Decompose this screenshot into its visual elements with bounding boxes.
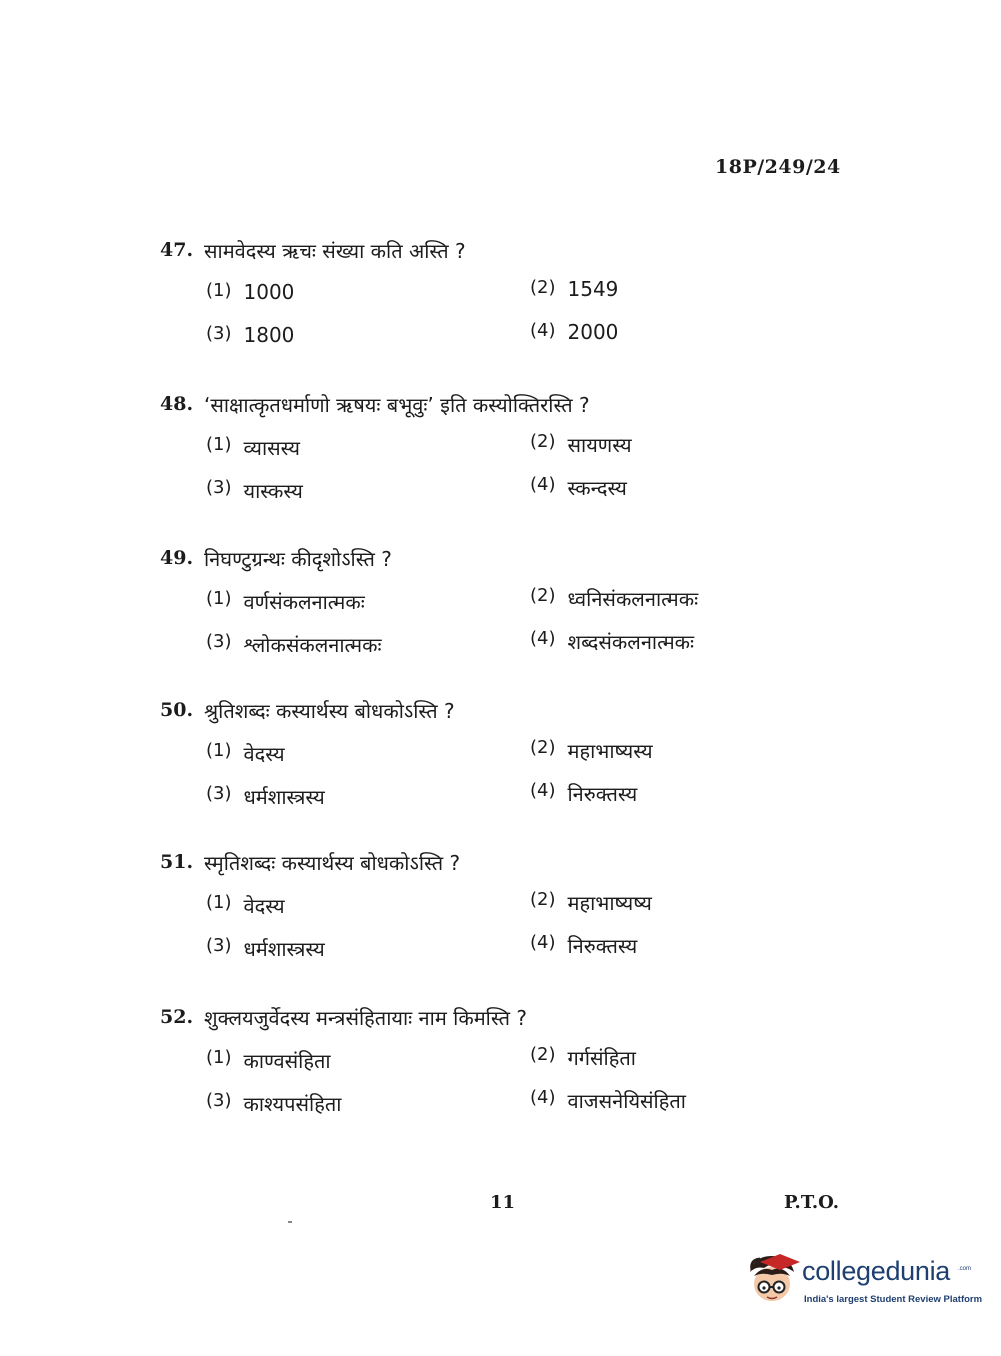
option-text: वेदस्य	[243, 742, 285, 766]
option-number: (3)	[206, 935, 232, 956]
option-number: (2)	[530, 277, 556, 298]
option-2	[530, 585, 698, 612]
question-number: 50.	[160, 699, 194, 721]
collegedunia-watermark	[742, 1250, 983, 1312]
option-number: (4)	[530, 932, 556, 953]
option-text: 1549	[567, 277, 619, 301]
option-3	[206, 783, 325, 810]
question-text: ‘साक्षात्कृतधर्माणो ऋषयः बभूवुः’ इति कस्योक्तिरस्ति ?	[204, 392, 590, 417]
option-number: (4)	[530, 628, 556, 649]
brand-tagline: India's largest Student Review Platform	[804, 1294, 983, 1305]
option-number: (4)	[530, 780, 556, 801]
option-text: काश्यपसंहिता	[243, 1092, 342, 1116]
option-1	[206, 588, 365, 615]
options-list	[160, 726, 880, 814]
options-list	[160, 574, 880, 662]
question-49	[160, 542, 880, 662]
option-3	[206, 323, 294, 347]
question-number: 48.	[160, 393, 194, 415]
options-list	[160, 266, 880, 354]
option-text: धर्मशास्त्रस्य	[243, 785, 325, 809]
option-number: (1)	[206, 1047, 232, 1068]
page-number: 11	[490, 1192, 516, 1213]
option-2	[530, 889, 652, 916]
option-text: गर्गसंहिता	[567, 1046, 636, 1070]
option-text: सायणस्य	[567, 433, 632, 457]
question-47	[160, 234, 880, 354]
option-1	[206, 280, 294, 304]
option-text: वाजसनेयिसंहिता	[567, 1089, 686, 1113]
question-51	[160, 846, 880, 966]
brand-name: collegedunia	[802, 1256, 951, 1286]
question-number: 47.	[160, 239, 194, 261]
option-2	[530, 277, 618, 301]
option-text: निरुक्तस्य	[567, 934, 638, 958]
option-text: वर्णसंकलनात्मकः	[243, 590, 365, 614]
option-text: 1000	[243, 280, 295, 304]
option-number: (2)	[530, 889, 556, 910]
option-text: श्लोकसंकलनात्मकः	[243, 633, 382, 657]
option-text: ध्वनिसंकलनात्मकः	[567, 587, 699, 611]
option-number: (1)	[206, 892, 232, 913]
option-number: (3)	[206, 783, 232, 804]
option-text: काण्वसंहिता	[243, 1049, 331, 1073]
option-number: (1)	[206, 588, 232, 609]
brand-domain: .com	[958, 1266, 972, 1272]
option-number: (1)	[206, 434, 232, 455]
option-number: (2)	[530, 1044, 556, 1065]
option-2	[530, 431, 632, 458]
option-4	[530, 1087, 686, 1114]
scan-speck	[288, 1221, 292, 1223]
question-text: श्रुतिशब्दः कस्यार्थस्य बोधकोऽस्ति ?	[204, 698, 455, 723]
option-text: शब्दसंकलनात्मकः	[567, 630, 695, 654]
option-number: (4)	[530, 320, 556, 341]
option-text: निरुक्तस्य	[567, 782, 638, 806]
question-48	[160, 388, 880, 508]
option-3	[206, 1090, 341, 1117]
paper-code: 18P/249/24	[715, 156, 841, 178]
option-number: (1)	[206, 280, 232, 301]
option-4	[530, 474, 627, 501]
option-number: (2)	[530, 431, 556, 452]
question-number: 51.	[160, 851, 194, 873]
option-text: महाभाष्यस्य	[567, 739, 653, 763]
question-text: निघण्टुग्रन्थः कीदृशोऽस्ति ?	[204, 546, 392, 571]
option-number: (3)	[206, 1090, 232, 1111]
option-3	[206, 631, 382, 658]
option-1	[206, 740, 285, 767]
option-number: (3)	[206, 323, 232, 344]
option-1	[206, 1047, 331, 1074]
option-4	[530, 320, 618, 344]
question-52	[160, 1001, 880, 1121]
option-text: 1800	[243, 323, 295, 347]
option-text: स्कन्दस्य	[567, 476, 627, 500]
option-1	[206, 892, 285, 919]
options-list	[160, 420, 880, 508]
question-number: 52.	[160, 1006, 194, 1028]
option-text: महाभाष्यष्य	[567, 891, 652, 915]
mascot-logo-icon	[742, 1250, 802, 1312]
option-text: धर्मशास्त्रस्य	[243, 937, 325, 961]
option-4	[530, 932, 637, 959]
option-number: (2)	[530, 737, 556, 758]
option-text: यास्कस्य	[243, 479, 303, 503]
option-3	[206, 935, 325, 962]
option-2	[530, 1044, 636, 1071]
pto-label: P.T.O.	[784, 1192, 840, 1213]
question-text: शुक्लयजुर्वेदस्य मन्त्रसंहितायाः नाम किमस्ति ?	[204, 1005, 527, 1030]
option-number: (4)	[530, 474, 556, 495]
question-text: सामवेदस्य ऋचः संख्या कति अस्ति ?	[204, 238, 466, 263]
options-list	[160, 1033, 880, 1121]
option-2	[530, 737, 653, 764]
option-text: वेदस्य	[243, 894, 285, 918]
option-4	[530, 628, 694, 655]
question-number: 49.	[160, 547, 194, 569]
option-1	[206, 434, 300, 461]
option-number: (2)	[530, 585, 556, 606]
option-text: 2000	[567, 320, 619, 344]
option-3	[206, 477, 303, 504]
option-number: (4)	[530, 1087, 556, 1108]
option-number: (3)	[206, 477, 232, 498]
question-50	[160, 694, 880, 814]
options-list	[160, 878, 880, 966]
option-number: (1)	[206, 740, 232, 761]
question-text: स्मृतिशब्दः कस्यार्थस्य बोधकोऽस्ति ?	[204, 850, 461, 875]
option-4	[530, 780, 637, 807]
option-number: (3)	[206, 631, 232, 652]
option-text: व्यासस्य	[243, 436, 301, 460]
